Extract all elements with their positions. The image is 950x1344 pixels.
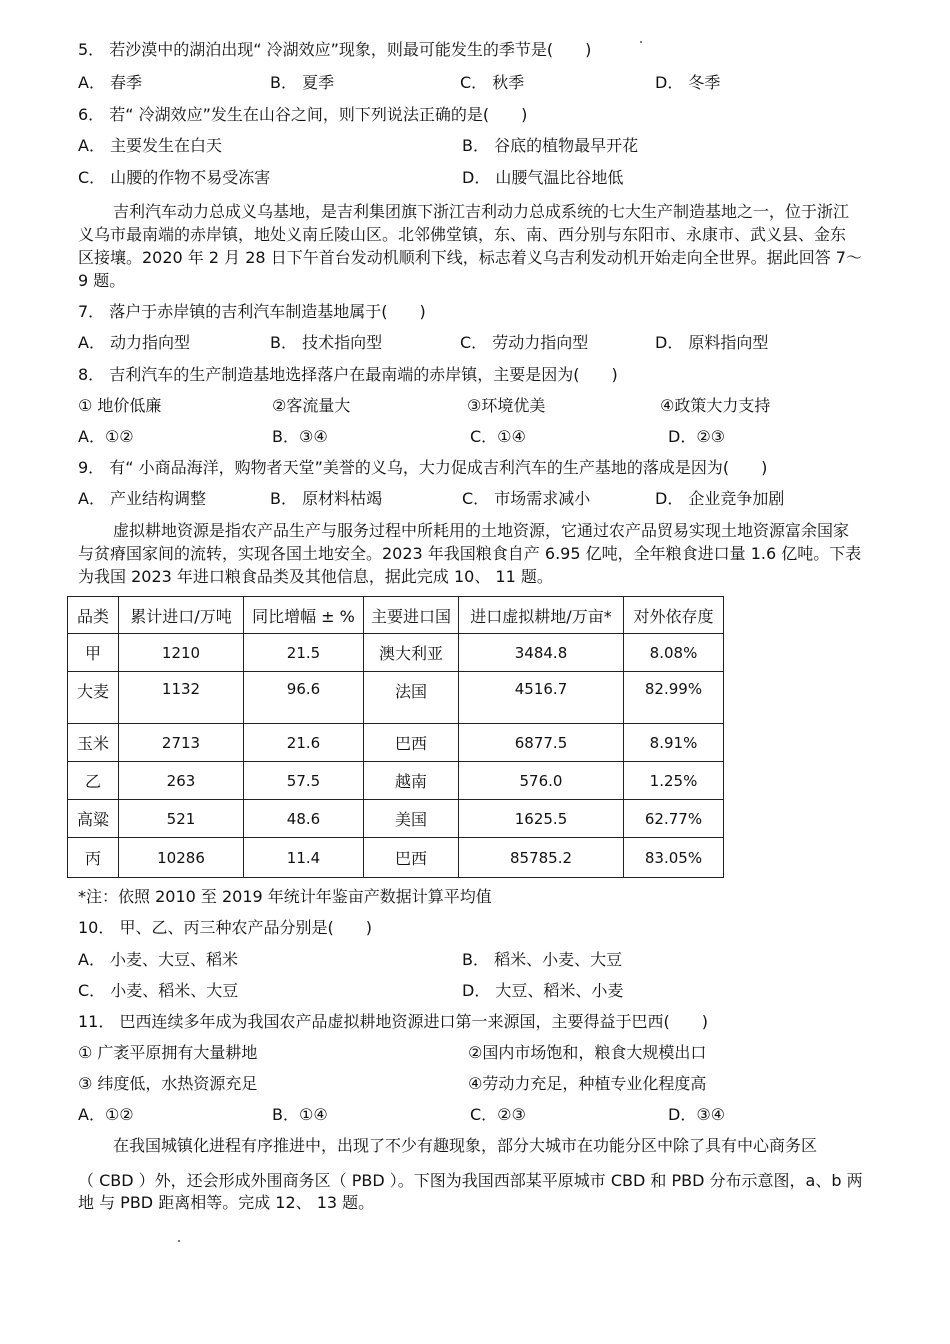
header-category: 品类	[68, 597, 119, 634]
q5-option-d: D． 冬季	[655, 73, 721, 92]
table-row	[68, 800, 724, 838]
table-cell: 4516.7	[459, 672, 624, 724]
table-cell: 越南	[364, 762, 459, 800]
table-cell: 11.4	[244, 838, 364, 878]
table-cell: 8.08%	[624, 634, 724, 672]
q11-stem: 11． 巴西连续多年成为我国农产品虚拟耕地资源进口第一来源国，主要得益于巴西( )	[78, 1012, 708, 1031]
header-virtual-farmland: 进口虚拟耕地/万亩*	[459, 597, 624, 634]
table-cell: 澳大利亚	[364, 634, 459, 672]
q11-item-3: ③ 纬度低，水热资源充足	[78, 1074, 258, 1093]
q11-item-2: ②国内市场饱和，粮食大规模出口	[468, 1043, 707, 1062]
table-cell: 48.6	[244, 800, 364, 838]
table-cell: 玉米	[68, 724, 119, 762]
q8-option-b: B．③④	[272, 427, 328, 446]
q6-option-c: C． 山腰的作物不易受冻害	[78, 168, 271, 187]
table-cell: 1132	[119, 672, 244, 724]
q8-item-3: ③环境优美	[467, 396, 546, 415]
passage-land-line-2: 与贫瘠国家间的流转，实现各国土地安全。2023 年我国粮食自产 6.95 亿吨，全年粮食进口量 1.6 亿吨。下表	[78, 544, 862, 563]
q10-option-a: A． 小麦、大豆、稻米	[78, 950, 239, 969]
q8-option-a: A．①②	[78, 427, 134, 446]
table-cell: 85785.2	[459, 838, 624, 878]
passage-geely-line-3: 区接壤。2020 年 2 月 28 日下午首台发动机顺利下线，标志着义乌吉利发动机开始走向全世界。据此回答 7～	[78, 248, 862, 267]
table-row	[68, 672, 724, 724]
q5-stem: 5． 若沙漠中的湖泊出现“ 冷湖效应”现象，则最可能发生的季节是( )	[78, 40, 592, 59]
passage-geely-line-2: 义乌市最南端的赤岸镇，地处义南丘陵山区。北邻佛堂镇，东、南、西分别与东阳市、永康市、武义县、金东	[78, 225, 847, 244]
q8-item-2: ②客流量大	[272, 396, 351, 415]
table-cell: 8.91%	[624, 724, 724, 762]
q9-option-c: C． 市场需求减小	[462, 489, 591, 508]
q6-option-b: B． 谷底的植物最早开花	[462, 136, 639, 155]
q8-option-c: C．①④	[470, 427, 526, 446]
ink-dot	[178, 1240, 180, 1242]
table-cell: 83.05%	[624, 838, 724, 878]
table-cell: 巴西	[364, 838, 459, 878]
header-cumulative-import: 累计进口/万吨	[119, 597, 244, 634]
table-cell: 10286	[119, 838, 244, 878]
passage-geely-line-1: 吉利汽车动力总成义乌基地，是吉利集团旗下浙江吉利动力总成系统的七大生产制造基地之一，位于浙江	[113, 202, 850, 221]
table-cell: 21.6	[244, 724, 364, 762]
table-cell: 62.77%	[624, 800, 724, 838]
table-cell: 21.5	[244, 634, 364, 672]
table-cell: 甲	[68, 634, 119, 672]
q11-option-a: A．①②	[78, 1105, 134, 1124]
table-cell: 1210	[119, 634, 244, 672]
header-main-source: 主要进口国	[364, 597, 459, 634]
table-cell: 82.99%	[624, 672, 724, 724]
table-cell: 美国	[364, 800, 459, 838]
table-cell: 高粱	[68, 800, 119, 838]
q9-option-b: B． 原材料枯竭	[270, 489, 383, 508]
q5-option-c: C． 秋季	[460, 73, 525, 92]
table-row	[68, 762, 724, 800]
table-cell: 3484.8	[459, 634, 624, 672]
q6-option-d: D． 山腰气温比谷地低	[462, 168, 624, 187]
table-cell: 2713	[119, 724, 244, 762]
q7-option-d: D． 原料指向型	[655, 333, 769, 352]
q11-option-c: C．②③	[470, 1105, 526, 1124]
q7-option-c: C． 劳动力指向型	[460, 333, 589, 352]
table-cell: 大麦	[68, 672, 119, 724]
table-cell: 96.6	[244, 672, 364, 724]
q6-option-a: A． 主要发生在白天	[78, 136, 223, 155]
ink-dot	[640, 41, 642, 43]
passage-cbd-line-3: 地 与 PBD 距离相等。完成 12、 13 题。	[78, 1193, 375, 1212]
q9-option-a: A． 产业结构调整	[78, 489, 207, 508]
q7-stem: 7． 落户于赤岸镇的吉利汽车制造基地属于( )	[78, 302, 426, 321]
q10-option-d: D． 大豆、稻米、小麦	[462, 981, 624, 1000]
q9-option-d: D． 企业竞争加剧	[655, 489, 785, 508]
q11-item-1: ① 广袤平原拥有大量耕地	[78, 1043, 258, 1062]
q11-option-d: D．③④	[668, 1105, 726, 1124]
q10-option-c: C． 小麦、稻米、大豆	[78, 981, 239, 1000]
table-cell: 巴西	[364, 724, 459, 762]
q10-stem: 10． 甲、乙、丙三种农产品分别是( )	[78, 918, 372, 937]
q8-item-1: ① 地价低廉	[78, 396, 162, 415]
grain-import-table	[67, 596, 724, 878]
passage-land-line-3: 为我国 2023 年进口粮食品类及其他信息，据此完成 10、 11 题。	[78, 567, 553, 586]
table-cell: 乙	[68, 762, 119, 800]
q7-option-b: B． 技术指向型	[270, 333, 383, 352]
table-cell: 法国	[364, 672, 459, 724]
q9-stem: 9． 有“ 小商品海洋，购物者天堂”美誉的义乌，大力促成吉利汽车的生产基地的落成是因为( )	[78, 458, 768, 477]
table-cell: 1.25%	[624, 762, 724, 800]
q8-item-4: ④政策大力支持	[660, 396, 771, 415]
table-cell: 6877.5	[459, 724, 624, 762]
passage-geely-line-4: 9 题。	[78, 271, 126, 290]
header-yoy-growth: 同比增幅 ± %	[244, 597, 364, 634]
q11-item-4: ④劳动力充足，种植专业化程度高	[468, 1074, 707, 1093]
table-row	[68, 724, 724, 762]
header-dependency: 对外依存度	[624, 597, 724, 634]
table-row	[68, 634, 724, 672]
table-cell: 57.5	[244, 762, 364, 800]
q6-stem: 6． 若“ 冷湖效应”发生在山谷之间，则下列说法正确的是( )	[78, 105, 528, 124]
q7-option-a: A． 动力指向型	[78, 333, 191, 352]
table-cell: 丙	[68, 838, 119, 878]
table-cell: 1625.5	[459, 800, 624, 838]
passage-cbd-line-1: 在我国城镇化进程有序推进中，出现了不少有趣现象，部分大城市在功能分区中除了具有中心商务区	[113, 1136, 818, 1155]
table-note: *注：依照 2010 至 2019 年统计年鉴亩产数据计算平均值	[78, 887, 492, 906]
q5-option-a: A． 春季	[78, 73, 143, 92]
q8-option-d: D．②③	[668, 427, 726, 446]
table-cell: 263	[119, 762, 244, 800]
q11-option-b: B．①④	[272, 1105, 328, 1124]
passage-land-line-1: 虚拟耕地资源是指农产品生产与服务过程中所耗用的土地资源，它通过农产品贸易实现土地资源富余国家	[113, 521, 850, 540]
table-cell: 576.0	[459, 762, 624, 800]
table-row	[68, 838, 724, 878]
q8-stem: 8． 吉利汽车的生产制造基地选择落户在最南端的赤岸镇，主要是因为( )	[78, 365, 618, 384]
passage-cbd-line-2: （ CBD ）外，还会形成外围商务区（ PBD ）。下图为我国西部某平原城市 CBD 和 PBD 分布示意图，a、b 两	[78, 1171, 863, 1190]
table-header-row	[68, 597, 724, 634]
q5-option-b: B． 夏季	[270, 73, 335, 92]
q10-option-b: B． 稻米、小麦、大豆	[462, 950, 623, 969]
table-cell: 521	[119, 800, 244, 838]
